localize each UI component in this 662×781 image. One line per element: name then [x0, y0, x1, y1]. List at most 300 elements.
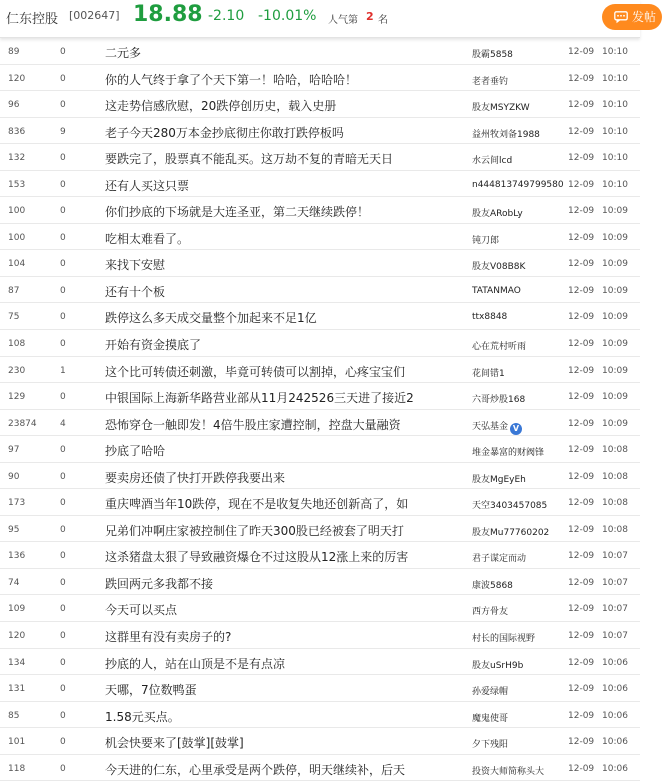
post-time [602, 631, 638, 641]
post-date-text: 12-09 [568, 392, 595, 403]
post-author-link[interactable] [472, 658, 564, 671]
post-author-link-text: 西方骨友 [472, 607, 509, 618]
post-reply-count-text: 0 [60, 339, 66, 350]
post-reply-count-text: 0 [60, 153, 66, 164]
post-date [568, 153, 600, 163]
post-date [568, 551, 600, 561]
post-row[interactable] [0, 65, 640, 92]
post-title-link-text: 跌停这么多天成交量整个加起来不足1亿 [105, 311, 317, 326]
post-time-text: 10:09 [602, 285, 628, 296]
post-time [602, 737, 638, 747]
post-author-link-text: 花间错1 [472, 368, 505, 379]
post-date-text: 12-09 [568, 631, 595, 642]
post-read-count [8, 286, 56, 296]
post-reply-count [60, 100, 80, 110]
post-reply-count-text: 0 [60, 737, 66, 748]
post-author-link[interactable] [472, 366, 564, 379]
post-author-link[interactable] [472, 578, 564, 591]
post-time-text: 10:07 [602, 631, 628, 642]
post-read-count-text: 85 [8, 710, 20, 721]
post-reply-count-text: 0 [60, 657, 66, 668]
popularity-label: 人气第 [328, 15, 358, 26]
post-title-link[interactable] [105, 548, 465, 565]
post-time-text: 10:07 [602, 577, 628, 588]
post-time-text: 10:06 [602, 737, 628, 748]
post-author-link-text: 魔鬼使哥 [472, 713, 509, 724]
post-row[interactable] [0, 489, 640, 516]
post-reply-count-text: 9 [60, 126, 66, 137]
post-row[interactable] [0, 303, 640, 330]
post-date-text: 12-09 [568, 657, 595, 668]
post-title-link[interactable] [105, 469, 465, 486]
post-author-link-text: ttx8848 [472, 312, 508, 323]
post-time [602, 127, 638, 137]
post-reply-count [60, 47, 80, 57]
post-date [568, 366, 600, 376]
post-author-link[interactable] [472, 74, 564, 87]
post-title-link-text: 兄弟们冲啊庄家被控制住了昨天300股已经被套了明天打 [105, 523, 404, 538]
post-read-count [8, 100, 56, 110]
post-reply-count [60, 74, 80, 84]
post-read-count-text: 129 [8, 392, 26, 403]
post-reply-count-text: 0 [60, 631, 66, 642]
post-reply-count-text: 0 [60, 392, 66, 403]
post-time [602, 392, 638, 402]
post-time [602, 551, 638, 561]
post-date-text: 12-09 [568, 445, 595, 456]
post-date [568, 286, 600, 296]
post-read-count [8, 578, 56, 588]
post-date [568, 259, 600, 269]
post-title-link-text: 这群里有没有卖房子的? [105, 630, 232, 645]
post-author-link-text: 心在荒村听雨 [472, 342, 527, 353]
post-title-link[interactable] [105, 309, 465, 326]
post-author-link[interactable] [472, 206, 564, 219]
post-date-text: 12-09 [568, 153, 595, 164]
post-time-text: 10:10 [602, 179, 628, 190]
post-author-link-text: 天弘基金 [472, 421, 509, 432]
post-reply-count [60, 604, 80, 614]
post-title-link-text: 吃相太难看了。 [105, 231, 190, 246]
post-row[interactable] [0, 516, 640, 543]
post-author-link-text: 夕下残阳 [472, 740, 509, 751]
post-author-link[interactable] [472, 604, 564, 617]
post-reply-count-text: 0 [60, 285, 66, 296]
post-title-link[interactable] [105, 256, 465, 273]
post-title-link[interactable] [105, 336, 465, 353]
post-date [568, 498, 600, 508]
post-reply-count [60, 392, 80, 402]
post-reply-count-text: 0 [60, 47, 66, 57]
post-read-count [8, 764, 56, 774]
post-read-count [8, 339, 56, 349]
post-row[interactable] [0, 118, 640, 145]
post-author-link[interactable] [472, 153, 564, 166]
post-row[interactable] [0, 197, 640, 224]
post-author-link-text: 孙爱绿帽 [472, 687, 509, 698]
post-reply-count-text: 0 [60, 551, 66, 562]
post-author-link[interactable] [472, 233, 564, 246]
post-time [602, 658, 638, 668]
post-author-link[interactable] [472, 472, 564, 485]
post-button-label: 发帖 [632, 10, 657, 24]
post-title-link[interactable] [105, 97, 465, 114]
post-read-count-text: 132 [8, 153, 26, 164]
post-row[interactable] [0, 728, 640, 755]
post-title-link-text: 这个比可转债还刺激，毕竟可转债可以割掉，心疼宝宝们 [105, 364, 406, 379]
post-reply-count-text: 0 [60, 604, 66, 615]
post-author-link[interactable] [472, 684, 564, 697]
post-reply-count-text: 0 [60, 684, 66, 695]
post-read-count-text: 131 [8, 684, 26, 695]
post-time-text: 10:09 [602, 232, 628, 243]
post-row[interactable] [0, 357, 640, 384]
post-author-link-text: 股友ARobLy [472, 209, 523, 220]
post-title-link[interactable] [105, 44, 465, 61]
post-reply-count [60, 658, 80, 668]
post-read-count-text: 836 [8, 126, 26, 137]
post-row[interactable] [0, 755, 640, 781]
post-time-text: 10:09 [602, 206, 628, 217]
post-row[interactable] [0, 277, 640, 304]
post-title-link-text: 今天进的仁东，心里承受是两个跌停，明天继续补，后天 [105, 762, 406, 777]
post-button[interactable] [602, 4, 662, 30]
post-row[interactable] [0, 675, 640, 702]
post-date [568, 233, 600, 243]
post-reply-count [60, 339, 80, 349]
post-reply-count [60, 180, 80, 190]
post-reply-count [60, 684, 80, 694]
post-title-link[interactable] [105, 150, 465, 167]
post-date-text: 12-09 [568, 232, 595, 243]
post-reply-count [60, 366, 80, 376]
post-date-text: 12-09 [568, 312, 595, 323]
post-date-text: 12-09 [568, 285, 595, 296]
post-title-link[interactable] [105, 708, 465, 725]
post-title-link-text: 重庆啤酒当年10跌停，现在不是收复失地还创新高了，如 [105, 497, 409, 512]
post-title-link-text: 要卖房还债了快打开跌停我要出来 [105, 470, 286, 485]
post-time [602, 180, 638, 190]
post-reply-count-text: 0 [60, 259, 66, 270]
post-author-link[interactable] [472, 286, 564, 296]
post-author-link[interactable] [472, 180, 564, 190]
post-author-link[interactable] [472, 711, 564, 724]
post-row[interactable] [0, 171, 640, 198]
post-title-link[interactable] [105, 655, 465, 672]
post-title-link[interactable] [105, 203, 465, 220]
post-read-count [8, 180, 56, 190]
post-read-count [8, 472, 56, 482]
post-author-link-text: 益州牧刘备1988 [472, 129, 540, 140]
post-reply-count [60, 525, 80, 535]
post-read-count [8, 392, 56, 402]
post-title-link[interactable] [105, 363, 465, 380]
post-title-link-text: 这走势信感欣慰，20跌停创历史，载入史册 [105, 99, 337, 114]
post-list [0, 38, 640, 781]
post-read-count [8, 604, 56, 614]
popularity-rank: 2 [366, 10, 374, 23]
post-date-text: 12-09 [568, 471, 595, 482]
post-reply-count [60, 419, 80, 429]
post-author-link-text: 钝刀郎 [472, 235, 500, 246]
post-author-link[interactable] [472, 127, 564, 140]
post-author-link[interactable] [472, 100, 564, 113]
post-time-text: 10:06 [602, 657, 628, 668]
post-reply-count [60, 578, 80, 588]
post-time [602, 366, 638, 376]
post-title-link-text: 天哪，7位数鸭蛋 [105, 683, 197, 698]
post-date [568, 737, 600, 747]
post-read-count [8, 551, 56, 561]
post-author-link-text: 股友uSrH9b [472, 660, 524, 671]
post-reply-count-text: 0 [60, 206, 66, 217]
post-read-count-text: 108 [8, 339, 26, 350]
post-author-link-text: 天空3403457085 [472, 501, 548, 512]
post-reply-count-text: 0 [60, 232, 66, 243]
post-title-link-text: 老子今天280万本金抄底彻庄你敢打跌停板吗 [105, 125, 344, 140]
post-time-text: 10:06 [602, 710, 628, 721]
post-read-count [8, 658, 56, 668]
post-author-link-text: n444813749799580 [472, 179, 564, 190]
post-read-count [8, 312, 56, 322]
post-author-link-text: TATANMAO [472, 285, 521, 296]
post-reply-count-text: 0 [60, 179, 66, 190]
post-reply-count-text: 0 [60, 312, 66, 323]
verified-icon: V [510, 423, 522, 435]
post-date [568, 100, 600, 110]
post-title-link[interactable] [105, 495, 465, 512]
post-date [568, 472, 600, 482]
stock-name[interactable]: 仁东控股 [6, 12, 59, 27]
post-read-count-text: 87 [8, 285, 20, 296]
post-title-link[interactable] [105, 681, 465, 698]
post-time-text: 10:07 [602, 551, 628, 562]
post-date [568, 206, 600, 216]
post-author-link[interactable] [472, 764, 564, 777]
post-title-link-text: 二元多 [105, 46, 142, 60]
post-title-link-text: 抄底的人，站在山顶是不是有点凉 [105, 656, 286, 671]
post-read-count-text: 230 [8, 365, 26, 376]
post-title-link[interactable] [105, 283, 465, 300]
post-row[interactable] [0, 250, 640, 277]
post-read-count-text: 118 [8, 763, 26, 774]
post-read-count [8, 47, 56, 57]
stock-change-percent: -10.01% [258, 8, 317, 24]
post-read-count-text: 100 [8, 232, 26, 243]
post-author-link[interactable] [472, 47, 564, 60]
post-date [568, 127, 600, 137]
post-read-count-text: 136 [8, 551, 26, 562]
post-read-count-text: 120 [8, 631, 26, 642]
post-time [602, 339, 638, 349]
post-date [568, 684, 600, 694]
post-date [568, 180, 600, 190]
post-row[interactable] [0, 383, 640, 410]
post-date-text: 12-09 [568, 179, 595, 190]
post-time [602, 153, 638, 163]
post-title-link[interactable] [105, 416, 465, 433]
post-reply-count-text: 0 [60, 577, 66, 588]
post-date-text: 12-09 [568, 206, 595, 217]
post-date [568, 658, 600, 668]
post-time-text: 10:09 [602, 259, 628, 270]
post-read-count-text: 134 [8, 657, 26, 668]
post-author-link[interactable] [472, 631, 564, 644]
post-read-count-text: 75 [8, 312, 20, 323]
post-title-link[interactable] [105, 230, 465, 247]
post-time [602, 233, 638, 243]
post-row[interactable] [0, 224, 640, 251]
post-author-link[interactable] [472, 419, 564, 435]
post-title-link[interactable] [105, 601, 465, 618]
post-date-text: 12-09 [568, 47, 595, 57]
post-title-link[interactable] [105, 389, 465, 406]
post-date-text: 12-09 [568, 100, 595, 111]
post-read-count-text: 74 [8, 577, 20, 588]
post-time-text: 10:10 [602, 126, 628, 137]
post-time-text: 10:07 [602, 604, 628, 615]
post-reply-count [60, 233, 80, 243]
post-time [602, 100, 638, 110]
post-author-link[interactable] [472, 445, 564, 458]
post-row[interactable] [0, 436, 640, 463]
post-date [568, 604, 600, 614]
post-time-text: 10:08 [602, 445, 628, 456]
post-time [602, 525, 638, 535]
post-read-count [8, 259, 56, 269]
post-author-link-text: 股霸5858 [472, 50, 513, 60]
post-row[interactable] [0, 463, 640, 490]
post-time [602, 472, 638, 482]
post-read-count [8, 366, 56, 376]
post-time [602, 259, 638, 269]
post-title-link-text: 跌回两元多我都不接 [105, 576, 214, 591]
post-row[interactable] [0, 91, 640, 118]
post-time [602, 578, 638, 588]
post-title-link[interactable] [105, 734, 465, 751]
post-reply-count [60, 737, 80, 747]
post-author-link[interactable] [472, 259, 564, 272]
post-date [568, 339, 600, 349]
post-row[interactable] [0, 702, 640, 729]
post-title-link[interactable] [105, 177, 465, 194]
post-title-link[interactable] [105, 522, 465, 539]
post-date [568, 312, 600, 322]
post-time-text: 10:06 [602, 684, 628, 695]
post-author-link-text: 康波5868 [472, 580, 513, 591]
post-time [602, 74, 638, 84]
post-time [602, 206, 638, 216]
post-author-link-text: 股友Mu77760202 [472, 527, 550, 538]
post-title-link[interactable] [105, 442, 465, 459]
post-date-text: 12-09 [568, 604, 595, 615]
post-author-link[interactable] [472, 525, 564, 538]
post-time-text: 10:08 [602, 498, 628, 509]
post-row[interactable] [0, 569, 640, 596]
post-date-text: 12-09 [568, 551, 595, 562]
post-reply-count-text: 0 [60, 763, 66, 774]
post-reply-count [60, 711, 80, 721]
post-read-count-text: 109 [8, 604, 26, 615]
post-read-count-text: 90 [8, 471, 20, 482]
post-reply-count [60, 312, 80, 322]
post-date-text: 12-09 [568, 418, 595, 429]
post-reply-count [60, 445, 80, 455]
post-row[interactable] [0, 542, 640, 569]
post-date-text: 12-09 [568, 577, 595, 588]
post-author-link[interactable] [472, 392, 564, 405]
post-author-link[interactable] [472, 498, 564, 511]
post-time-text: 10:10 [602, 153, 628, 164]
post-title-link[interactable] [105, 575, 465, 592]
post-read-count-text: 101 [8, 737, 26, 748]
post-row[interactable] [0, 622, 640, 649]
post-time [602, 604, 638, 614]
post-read-count [8, 737, 56, 747]
post-time-text: 10:09 [602, 365, 628, 376]
post-author-link[interactable] [472, 737, 564, 750]
post-read-count-text: 153 [8, 179, 26, 190]
post-date [568, 74, 600, 84]
post-reply-count [60, 498, 80, 508]
post-read-count-text: 95 [8, 524, 20, 535]
post-read-count [8, 525, 56, 535]
post-author-link[interactable] [472, 339, 564, 352]
post-date-text: 12-09 [568, 73, 595, 84]
post-reply-count [60, 551, 80, 561]
post-read-count [8, 445, 56, 455]
post-reply-count-text: 0 [60, 100, 66, 111]
post-read-count [8, 153, 56, 163]
post-time [602, 684, 638, 694]
post-read-count [8, 684, 56, 694]
post-row[interactable] [0, 595, 640, 622]
post-read-count [8, 419, 56, 429]
post-reply-count [60, 472, 80, 482]
post-read-count-text: 89 [8, 47, 20, 57]
post-title-link[interactable] [105, 628, 465, 645]
post-time [602, 498, 638, 508]
post-author-link[interactable] [472, 551, 564, 564]
post-title-link-text: 还有人买这只票 [105, 178, 190, 193]
post-read-count-text: 120 [8, 73, 26, 84]
post-author-link-text: 六哥炒股168 [472, 395, 526, 406]
post-reply-count-text: 1 [60, 365, 66, 376]
post-read-count [8, 498, 56, 508]
post-date [568, 419, 600, 429]
post-reply-count [60, 206, 80, 216]
post-row[interactable] [0, 330, 640, 357]
post-title-link-text: 开始有资金摸底了 [105, 338, 202, 353]
post-title-link[interactable] [105, 761, 465, 778]
post-read-count-text: 100 [8, 206, 26, 217]
post-read-count [8, 711, 56, 721]
post-row[interactable] [0, 144, 640, 171]
post-reply-count-text: 4 [60, 418, 66, 429]
post-row[interactable] [0, 410, 640, 437]
post-author-link[interactable] [472, 312, 564, 322]
post-time-text: 10:08 [602, 524, 628, 535]
post-title-link[interactable] [105, 124, 465, 141]
post-title-link[interactable] [105, 71, 465, 88]
post-date [568, 392, 600, 402]
post-read-count-text: 104 [8, 259, 26, 270]
post-date-text: 12-09 [568, 684, 595, 695]
post-row[interactable] [0, 649, 640, 676]
post-date-text: 12-09 [568, 524, 595, 535]
post-title-link-text: 机会快要来了[鼓掌][鼓掌] [105, 736, 244, 751]
post-row[interactable] [0, 38, 640, 65]
